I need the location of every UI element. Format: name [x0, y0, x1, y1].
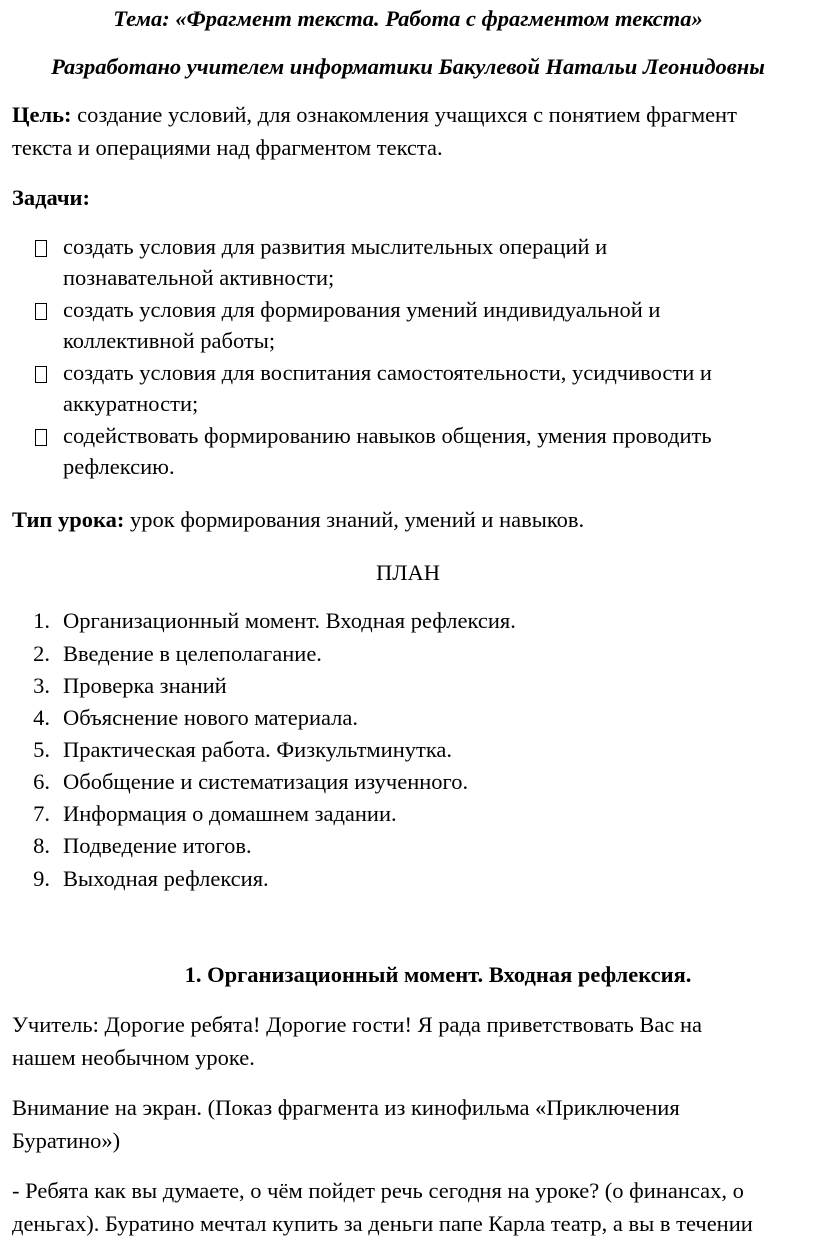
section1-p2-line2: Буратино»): [12, 1128, 121, 1153]
plan-item-text: Обобщение и систематизация изученного.: [63, 769, 469, 794]
plan-item-number: 4.: [33, 705, 50, 730]
goal-text-line2: текста и операциями над фрагментом текста.: [12, 135, 443, 160]
plan-item-number: 7.: [33, 801, 50, 826]
task-item-line1: создать условия для воспитания самостоятельности, усидчивости и: [63, 360, 712, 385]
plan-item-text: Подведение итогов.: [63, 833, 252, 858]
task-item-line2: коллективной работы;: [63, 328, 276, 353]
plan-item-number: 1.: [33, 608, 50, 633]
bullet-box-icon: [35, 303, 47, 320]
plan-item-number: 9.: [33, 866, 50, 891]
plan-item-number: 6.: [33, 769, 50, 794]
section1-p2-line1: Внимание на экран. (Показ фрагмента из кинофильма «Приключения: [12, 1095, 680, 1120]
plan-item-text: Введение в целеполагание.: [63, 641, 322, 666]
goal-paragraph-line1: [12, 100, 737, 130]
task-item-line2: аккуратности;: [63, 391, 199, 416]
lesson-type-text: урок формирования знаний, умений и навыков.: [124, 507, 585, 532]
plan-item-number: 8.: [33, 833, 50, 858]
plan-item-text: Информация о домашнем задании.: [63, 801, 397, 826]
bullet-box-icon: [35, 240, 47, 257]
topic-title: Тема: «Фрагмент текста. Работа с фрагментом текста»: [113, 6, 703, 31]
author-line: Разработано учителем информатики Бакулевой Натальи Леонидовны: [51, 54, 765, 79]
goal-text-line1: создание условий, для ознакомления учащихся с понятием фрагмент: [71, 102, 737, 127]
lesson-type-paragraph: [12, 505, 584, 535]
goal-label: Цель:: [12, 102, 72, 127]
task-item-line1: создать условия для формирования умений индивидуальной и: [63, 297, 661, 322]
tasks-heading: Задачи:: [12, 185, 91, 210]
plan-item-text: Организационный момент. Входная рефлексия.: [63, 608, 516, 633]
section1-p1-line2: нашем необычном уроке.: [12, 1045, 255, 1070]
plan-item-text: Выходная рефлексия.: [63, 866, 269, 891]
plan-item-number: 5.: [33, 737, 50, 762]
task-item-line1: содействовать формированию навыков общения, умения проводить: [63, 423, 712, 448]
plan-heading: ПЛАН: [375, 560, 440, 585]
plan-item-text: Объяснение нового материала.: [63, 705, 359, 730]
task-item-line2: познавательной активности;: [63, 265, 335, 290]
task-item-line1: создать условия для развития мыслительных операций и: [63, 234, 608, 259]
plan-item-text: Практическая работа. Физкультминутка.: [63, 737, 453, 762]
bullet-box-icon: [35, 366, 47, 383]
lesson-type-label: Тип урока:: [12, 507, 125, 532]
section1-p1-line1: Учитель: Дорогие ребята! Дорогие гости! Я рада приветствовать Вас на: [12, 1012, 703, 1037]
section1-heading: 1. Организационный момент. Входная рефлексия.: [184, 962, 692, 987]
task-item-line2: рефлексию.: [63, 454, 175, 479]
plan-item-text: Проверка знаний: [63, 673, 227, 698]
bullet-box-icon: [35, 429, 47, 446]
plan-item-number: 3.: [33, 673, 50, 698]
section1-p3-line1: - Ребята как вы думаете, о чём пойдет речь сегодня на уроке? (о финансах, о: [12, 1178, 744, 1203]
section1-p3-line2: деньгах). Буратино мечтал купить за деньги папе Карла театр, а вы в течении: [12, 1211, 753, 1236]
plan-item-number: 2.: [33, 641, 50, 666]
